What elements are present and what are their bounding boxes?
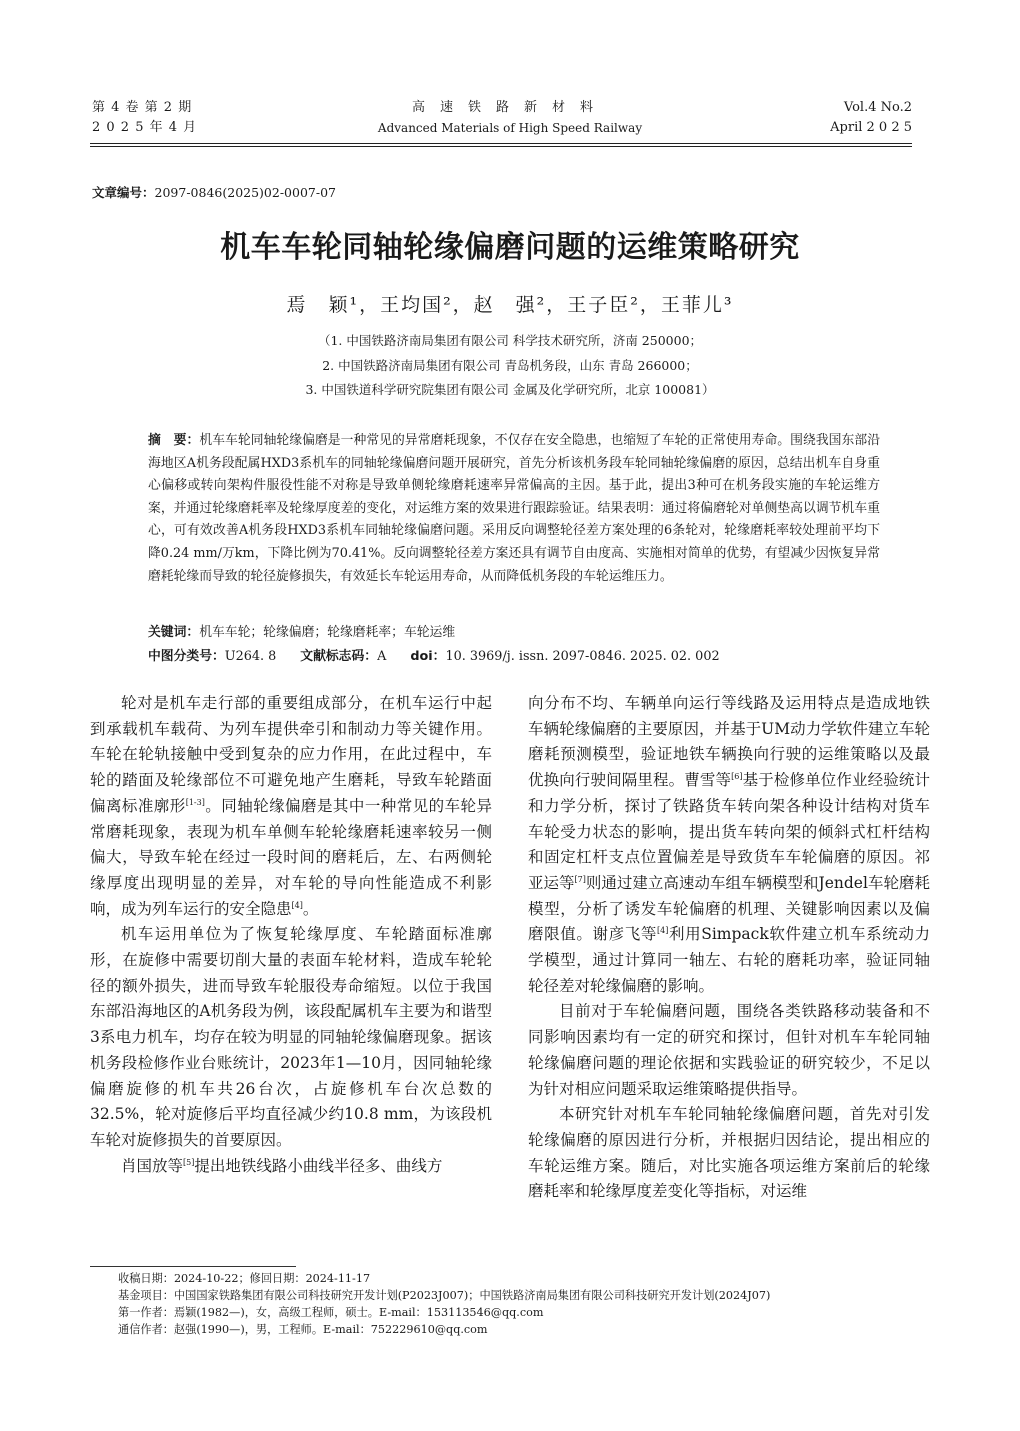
clc-value: U264. 8	[224, 649, 277, 664]
citation: [7]	[574, 874, 586, 884]
clc-label: 中图分类号：	[148, 649, 225, 664]
body-right-column	[528, 691, 930, 1205]
affiliation-3: 3. 中国铁道科学研究院集团有限公司 金属及化学研究所，北京 100081）	[305, 382, 715, 397]
body-paragraph: 目前对于车轮偏磨问题，围绕各类铁路移动装备和不同影响因素均有一定的研究和探讨，但针对机车车轮同轴轮缘偏磨问题的理论依据和实践验证的研究较少，不足以为针对相应问题采取运维策略提供指导。	[528, 1002, 930, 1098]
doi-label: doi：	[410, 649, 446, 664]
citation: [5]	[183, 1157, 195, 1167]
abstract	[148, 430, 880, 588]
body-paragraph: 肖国放等[5]提出地铁线路小曲线半径多、曲线方	[121, 1156, 443, 1175]
keywords-text: 机车车轮；轮缘偏磨；轮缘磨耗率；车轮运维	[199, 625, 456, 640]
footnote-rule	[90, 1266, 296, 1267]
body-paragraph: 本研究针对机车车轮同轴轮缘偏磨问题，首先对引发轮缘偏磨的原因进行分析，并根据归因结论，提出相应的车轮运维方案。随后，对比实施各项运维方案前后的轮缘磨耗率和轮缘厚度差变化等指标，对运维	[528, 1105, 930, 1201]
affiliation-1: （1. 中国铁路济南局集团有限公司 科学技术研究所，济南 250000；	[317, 333, 703, 348]
body-left-column	[90, 691, 492, 1179]
affiliation-2: 2. 中国铁路济南局集团有限公司 青岛机务段，山东 青岛 266000；	[322, 358, 698, 373]
doc-code-label: 文献标志码：	[300, 649, 378, 664]
keywords-label: 关键词：	[148, 625, 200, 640]
journal-name	[300, 98, 720, 138]
body-paragraph: 轮对是机车走行部的重要组成部分，在机车运行中起到承载机车载荷、为列车提供牵引和制动力等关键作用。车轮在轮轨接触中受到复杂的应力作用，在此过程中，车轮的踏面及轮缘部位不可避免地产生磨耗，导致车轮踏面偏离标准廓形[1-3]。同轴轮缘偏磨是其中一种常见的车轮异常磨耗现象，表现为机车单侧车轮轮缘磨耗速率较另一侧偏大，导致车轮在经过一段时间的磨耗后，左、右两侧轮缘厚度出现明显的差异，对车轮的导向性能造成不利影响，成为列车运行的安全隐患[4]。	[90, 694, 492, 918]
journal-name-en: Advanced Materials of High Speed Railway	[377, 121, 643, 135]
body-paragraph: 机车运用单位为了恢复轮缘厚度、车轮踏面标准廓形，在旋修中需要切削大量的表面车轮材料，造成车轮轮径的额外损失，进而导致车轮服役寿命缩短。以位于我国东部沿海地区的A机务段为例，该段配属机车主要为和谐型3系电力机车，均存在较为明显的同轴轮缘偏磨现象。据该机务段检修作业台账统计，2023年1—10月，因同轴轮缘偏磨旋修的机车共26台次，占旋修机车台次总数的32.5%，轮对旋修后平均直径减少约10.8 mm，为该段机车轮对旋修损失的首要原因。	[90, 925, 492, 1149]
body-paragraph: 向分布不均、车辆单向运行等线路及运用特点是造成地铁车辆轮缘偏磨的主要原因，并基于UM动力学软件建立车轮磨耗预测模型，验证地铁车辆换向行驶的运维策略以及最优换向行驶间隔里程。曹雪等[6]基于检修单位作业经验统计和力学分析，探讨了铁路货车转向架各种设计结构对货车车轮受力状态的影响，提出货车转向架的倾斜式杠杆结构和固定杠杆支点位置偏差是导致货车车轮偏磨的原因。祁亚运等[7]则通过建立高速动车组车辆模型和Jendel车轮磨耗模型，分析了诱发车轮偏磨的机理、关键影响因素以及偏磨限值。谢彦飞等[4]利用Simpack软件建立机车系统动力学模型，通过计算同一轴左、右轮的磨耗功率，验证同轴轮径差对轮缘偏磨的影响。	[528, 694, 930, 995]
footnote-first-author: 第一作者：焉颖(1982—)，女，高级工程师，硕士。E-mail：153113546@qq.com	[118, 1306, 544, 1319]
classification-line	[148, 646, 880, 668]
issue-date: 2 0 2 5 年 4 月	[92, 120, 198, 135]
header-rule-top	[90, 143, 912, 144]
article-number-label: 文章编号：	[92, 185, 155, 200]
abstract-text: 机车车轮同轴轮缘偏磨是一种常见的异常磨耗现象，不仅存在安全隐患，也缩短了车轮的正常使用寿命。围绕我国东部沿海地区A机务段配属HXD3系机车的同轴轮缘偏磨问题开展研究，首先分析该机务段车轮同轴轮缘偏磨的原因，总结出机车自身重心偏移或转向架构件服役性能不对称是导致单侧轮缘磨耗速率异常偏高的主因。基于此，提出3种可在机务段实施的车轮运维方案，并通过轮缘磨耗率及轮缘厚度差的变化，对运维方案的效果进行跟踪验证。结果表明：通过将偏磨轮对单侧垫高以调节机车重心，可有效改善A机务段HXD3系机车同轴轮缘偏磨问题。采用反向调整轮径差方案处理的6条轮对，轮缘磨耗率较处理前平均下降0.24 mm/万km，下降比例为70.41%。反向调整轮径差方案还具有调节自由度高、实施相对简单的优势，有望减少因恢复异常磨耗轮缘而导致的轮径旋修损失，有效延长车轮运用寿命，从而降低机务段的车轮运维压力。	[148, 433, 881, 584]
issue-date-en: April 2 0 2 5	[830, 120, 912, 135]
footnote-received: 收稿日期：2024-10-22；修回日期：2024-11-17	[118, 1272, 371, 1285]
author-list: 焉 颖¹，王均国²，赵 强²，王子臣²，王菲儿³	[286, 294, 734, 316]
journal-name-cn: 高速铁路新材料	[411, 100, 608, 115]
issue-volume-en: Vol.4 No.2	[843, 100, 912, 115]
citation: [4]	[291, 900, 303, 910]
footnote-funding: 基金项目：中国国家铁路集团有限公司科技研究开发计划(P2023J007)；中国铁路济南局集团有限公司科技研究开发计划(2024J07)	[118, 1289, 771, 1302]
article-number	[92, 183, 336, 201]
citation: [4]	[657, 926, 669, 936]
journal-issue	[92, 98, 197, 138]
abstract-label: 摘 要：	[148, 433, 200, 448]
journal-issue-en	[830, 98, 912, 138]
footnotes	[118, 1270, 918, 1338]
doc-code-value: A	[377, 649, 387, 664]
header-rule-bottom	[90, 146, 912, 147]
citation: [6]	[731, 771, 743, 781]
issue-volume: 第 4 卷 第 2 期	[92, 100, 193, 115]
keywords	[148, 622, 880, 644]
article-number-value: 2097-0846(2025)02-0007-07	[154, 185, 336, 200]
citation: [1-3]	[185, 797, 205, 807]
doi-value: 10. 3969/j. issn. 2097-0846. 2025. 02. 002	[445, 649, 720, 664]
paper-title: 机车车轮同轴轮缘偏磨问题的运维策略研究	[220, 230, 800, 265]
footnote-corresponding-author: 通信作者：赵强(1990—)，男，工程师。E-mail：752229610@qq.com	[118, 1323, 488, 1336]
